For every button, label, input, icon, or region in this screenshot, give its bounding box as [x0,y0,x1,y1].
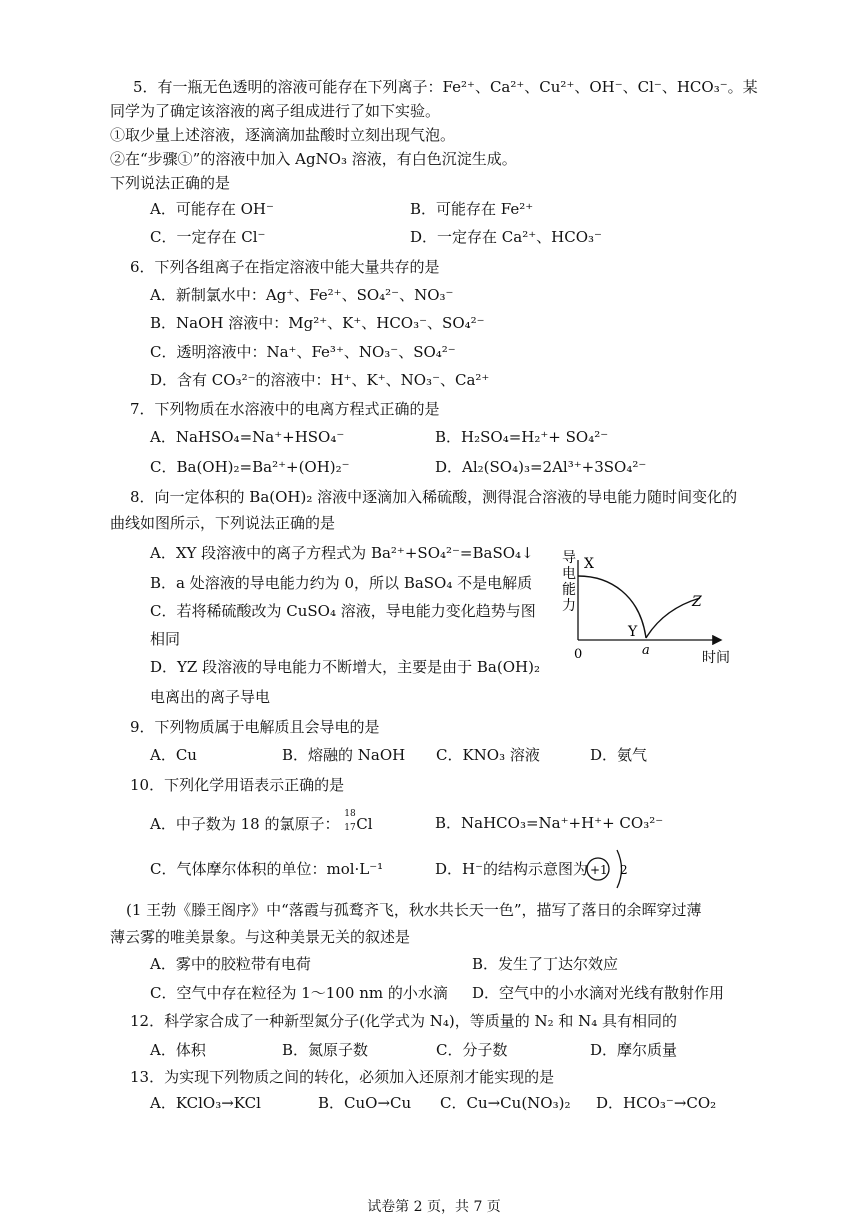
q6-stem: 6．下列各组离子在指定溶液中能大量共存的是 [130,258,440,276]
q8-option-a: A．XY 段溶液中的离子方程式为 Ba²⁺+SO₄²⁻=BaSO₄↓ [150,544,534,562]
y-axis-label-1: 导 [562,550,576,566]
q7-option-d: D．Al₂(SO₄)₃=2Al³⁺+3SO₄²⁻ [435,458,647,476]
q5-option-c: C．一定存在 Cl⁻ [150,228,266,246]
q12-stem: 12．科学家合成了一种新型氮分子(化学式为 N₄)，等质量的 N₂ 和 N₄ 具有相同的 [130,1012,678,1030]
nucleus-charge: +1 [590,863,608,877]
q13-stem: 13．为实现下列物质之间的转化，必须加入还原剂才能实现的是 [130,1068,555,1086]
q13-option-a: A．KClO₃→KCl [150,1094,261,1112]
nuclide-atomic-number: 17 [344,823,356,833]
hydride-structure-diagram [584,846,634,892]
point-z-label: Z [692,594,702,610]
q13-option-b: B．CuO→Cu [318,1094,412,1112]
q10-option-c: C．气体摩尔体积的单位：mol·L⁻¹ [150,860,384,878]
page-footer: 试卷第 2 页，共 7 页 [367,1199,501,1215]
y-axis-label-3: 能 [562,582,576,598]
q8-option-d-line1: D．YZ 段溶液的导电能力不断增大，主要是由于 Ba(OH)₂ [150,658,540,676]
q11-option-d: D．空气中的小水滴对光线有散射作用 [472,984,725,1002]
q9-option-d: D．氨气 [590,746,648,764]
q8-option-d-line2: 电离出的离子导电 [150,688,271,706]
q10-option-a-text: A．中子数为 18 的氯原子： [150,815,340,833]
q13-option-d: D．HCO₃⁻→CO₂ [596,1094,717,1112]
x-axis-label: 时间 [702,650,730,666]
point-y-label: Y [628,624,638,640]
origin-label: 0 [574,647,583,662]
q6-option-a: A．新制氯水中：Ag⁺、Fe²⁺、SO₄²⁻、NO₃⁻ [150,286,454,304]
q9-option-b: B．熔融的 NaOH [282,746,406,764]
q9-stem: 9．下列物质属于电解质且会导电的是 [130,718,380,736]
nuclide-notation [344,809,380,834]
q9-option-c: C．KNO₃ 溶液 [436,746,540,764]
q7-option-a: A．NaHSO₄=Na⁺+HSO₄⁻ [150,428,345,446]
q5-step2: ②在“步骤①”的溶液中加入 AgNO₃ 溶液，有白色沉淀生成。 [110,150,517,168]
q12-option-b: B．氮原子数 [282,1041,369,1059]
q9-option-a: A．Cu [150,746,197,764]
q8-option-b: B．a 处溶液的导电能力约为 0，所以 BaSO₄ 不是电解质 [150,574,533,592]
q11-option-c: C．空气中存在粒径为 1～100 nm 的小水滴 [150,984,448,1002]
q6-option-d: D．含有 CO₃²⁻的溶液中：H⁺、K⁺、NO₃⁻、Ca²⁺ [150,371,490,389]
q10-option-a [150,809,380,834]
q7-stem: 7．下列物质在水溶液中的电离方程式正确的是 [130,400,440,418]
q11-stem-line1: (1 王勃《滕王阁序》中“落霞与孤鹜齐飞，秋水共长天一色”，描写了落日的余晖穿过薄 [126,901,702,919]
q11-option-b: B．发生了丁达尔效应 [472,955,619,973]
point-a-label: a [642,643,650,658]
q5-ask: 下列说法正确的是 [110,174,231,192]
q8-stem-line2: 曲线如图所示，下列说法正确的是 [110,514,336,532]
q5-stem-line2: 同学为了确定该溶液的离子组成进行了如下实验。 [110,102,441,120]
q5-option-b: B．可能存在 Fe²⁺ [410,200,534,218]
q7-option-c: C．Ba(OH)₂=Ba²⁺+(OH)₂⁻ [150,458,350,476]
q5-step1: ①取少量上述溶液，逐滴滴加盐酸时立刻出现气泡。 [110,126,456,144]
nuclide-symbol: Cl [356,815,373,833]
q12-option-d: D．摩尔质量 [590,1041,678,1059]
point-x-label: X [584,556,594,572]
y-axis-label-4: 力 [562,598,576,614]
q13-option-c: C．Cu→Cu(NO₃)₂ [440,1094,571,1112]
conductivity-graph [550,540,750,670]
q7-option-b: B．H₂SO₄=H₂⁺+ SO₄²⁻ [435,428,609,446]
q8-stem-line1: 8．向一定体积的 Ba(OH)₂ 溶液中逐滴加入稀硫酸，测得混合溶液的导电能力随时间变化的 [130,488,738,506]
q5-stem-line1: 5．有一瓶无色透明的溶液可能存在下列离子：Fe²⁺、Ca²⁺、Cu²⁺、OH⁻、Cl⁻、HCO₃⁻。某 [133,78,758,96]
q11-option-a: A．雾中的胶粒带有电荷 [150,955,311,973]
q10-option-b: B．NaHCO₃=Na⁺+H⁺+ CO₃²⁻ [435,814,664,832]
q8-option-c-line2: 相同 [150,630,181,648]
q12-option-c: C．分子数 [436,1041,508,1059]
electron-shell-count: 2 [620,863,628,877]
y-axis-label-2: 电 [562,566,576,582]
q6-option-c: C．透明溶液中：Na⁺、Fe³⁺、NO₃⁻、SO₄²⁻ [150,343,456,361]
q5-option-a: A．可能存在 OH⁻ [150,200,274,218]
q12-option-a: A．体积 [150,1041,206,1059]
q11-stem-line2: 薄云雾的唯美景象。与这种美景无关的叙述是 [110,928,411,946]
q8-option-c-line1: C．若将稀硫酸改为 CuSO₄ 溶液，导电能力变化趋势与图 [150,602,536,620]
nuclide-mass-number: 18 [344,809,356,819]
q10-option-d: D．H⁻的结构示意图为 [435,860,589,878]
q6-option-b: B．NaOH 溶液中：Mg²⁺、K⁺、HCO₃⁻、SO₄²⁻ [150,314,485,332]
q10-stem: 10．下列化学用语表示正确的是 [130,776,345,794]
q5-option-d: D．一定存在 Ca²⁺、HCO₃⁻ [410,228,602,246]
